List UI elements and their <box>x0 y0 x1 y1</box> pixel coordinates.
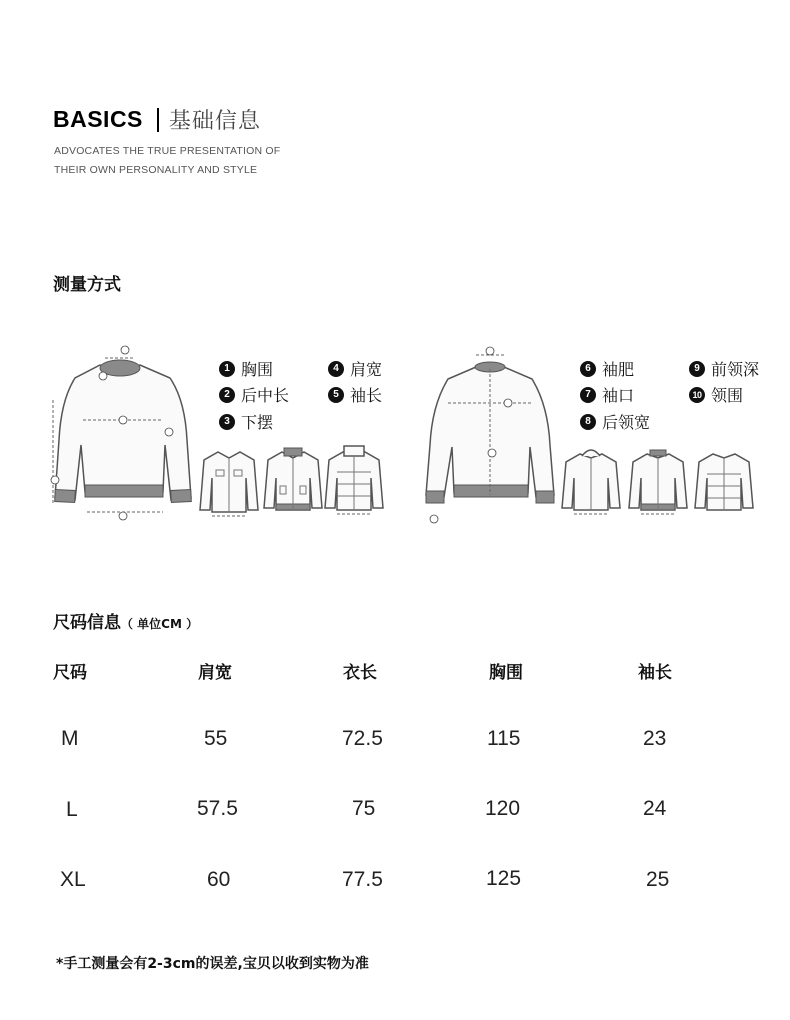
legend-number-badge: 7 <box>580 387 596 403</box>
legend-label: 后领宽 <box>602 413 651 432</box>
legend-label: 下摆 <box>241 413 274 432</box>
table-cell-shoulder: 60 <box>207 868 231 891</box>
brand-name-cn: 基础信息 <box>168 109 261 134</box>
legend-label: 领围 <box>711 386 744 405</box>
legend-item-collar-girth <box>689 383 743 406</box>
table-header-sleeve: 袖长 <box>638 663 672 683</box>
table-header-chest: 胸围 <box>489 663 523 683</box>
marker-back-length <box>488 449 496 457</box>
sweater-hem-rib <box>85 485 163 497</box>
table-header-shoulder: 肩宽 <box>198 663 232 683</box>
measurement-footnote: *手工测量会有2-3cm的误差,宝贝以收到实物为准 <box>56 956 369 972</box>
table-cell-shoulder: 57.5 <box>197 797 238 820</box>
tagline-line-2: THEIR OWN PERSONALITY AND STYLE <box>54 164 258 176</box>
shirt-jacket-diagram <box>198 448 260 520</box>
table-cell-size: XL <box>60 868 86 891</box>
legend-item-sleeve-width <box>580 357 634 380</box>
sweater-left-cuff <box>55 489 76 502</box>
marker-armhole <box>165 428 173 436</box>
size-title: 尺码信息 <box>53 613 121 633</box>
legend-label: 袖长 <box>350 386 383 405</box>
table-cell-shoulder: 55 <box>204 727 228 750</box>
table-cell-chest: 115 <box>487 727 521 750</box>
sweater-back-diagram <box>424 345 556 530</box>
legend-item-back-neck-width <box>580 410 650 433</box>
bomber-jacket-diagram <box>262 446 324 520</box>
parka-jacket-diagram <box>692 448 756 520</box>
marker-collar <box>121 346 129 354</box>
size-unit-note: （ 单位CM ） <box>121 617 199 631</box>
table-cell-length: 75 <box>352 797 376 820</box>
table-cell-size: M <box>61 727 79 750</box>
marker-back-collar <box>486 347 494 355</box>
measure-title: 测量方式 <box>53 275 121 295</box>
brand-name-en: BASICS <box>53 106 143 132</box>
legend-number-badge: 8 <box>580 414 596 430</box>
legend-number-badge: 5 <box>328 387 344 403</box>
table-cell-size: L <box>66 798 78 821</box>
marker-cuff <box>430 515 438 523</box>
legend-item-shoulder <box>328 357 382 380</box>
table-header-size: 尺码 <box>53 663 87 683</box>
legend-label: 胸围 <box>241 360 274 379</box>
legend-label: 袖口 <box>602 386 635 405</box>
tagline-line-1: ADVOCATES THE TRUE PRESENTATION OF <box>54 145 281 157</box>
hooded-jacket-diagram <box>560 446 622 520</box>
legend-item-front-neck-depth <box>689 357 759 380</box>
legend-label: 前领深 <box>711 360 760 379</box>
legend-label: 袖肥 <box>602 360 635 379</box>
table-cell-sleeve: 23 <box>643 727 667 750</box>
size-title-block <box>53 608 198 633</box>
table-cell-chest: 125 <box>486 867 522 890</box>
table-cell-sleeve: 25 <box>646 868 670 891</box>
legend-label: 后中长 <box>241 386 290 405</box>
table-cell-length: 72.5 <box>342 727 383 750</box>
legend-item-hem <box>219 410 273 433</box>
legend-item-back-length <box>219 383 289 406</box>
legend-number-badge: 10 <box>689 387 705 403</box>
legend-number-badge: 3 <box>219 414 235 430</box>
marker-hem <box>119 512 127 520</box>
sweater-front-diagram <box>45 340 195 525</box>
legend-number-badge: 1 <box>219 361 235 377</box>
puffer-jacket-diagram <box>322 444 386 520</box>
legend-number-badge: 9 <box>689 361 705 377</box>
brand-divider <box>157 108 159 132</box>
legend-number-badge: 4 <box>328 361 344 377</box>
table-header-length: 衣长 <box>343 663 377 683</box>
table-cell-chest: 120 <box>485 797 521 820</box>
zip-jacket-diagram <box>626 448 690 520</box>
legend-item-chest <box>219 357 273 380</box>
marker-sleeve <box>51 476 59 484</box>
marker-chest <box>119 416 127 424</box>
legend-number-badge: 2 <box>219 387 235 403</box>
brand-header <box>53 104 261 135</box>
legend-number-badge: 6 <box>580 361 596 377</box>
marker-shoulder <box>99 372 107 380</box>
legend-item-cuff <box>580 383 634 406</box>
sweater-right-cuff <box>171 489 192 502</box>
legend-label: 肩宽 <box>350 360 383 379</box>
table-cell-length: 77.5 <box>342 868 383 891</box>
legend-item-sleeve-length <box>328 383 382 406</box>
marker-back-shoulder <box>504 399 512 407</box>
table-cell-sleeve: 24 <box>643 797 667 820</box>
